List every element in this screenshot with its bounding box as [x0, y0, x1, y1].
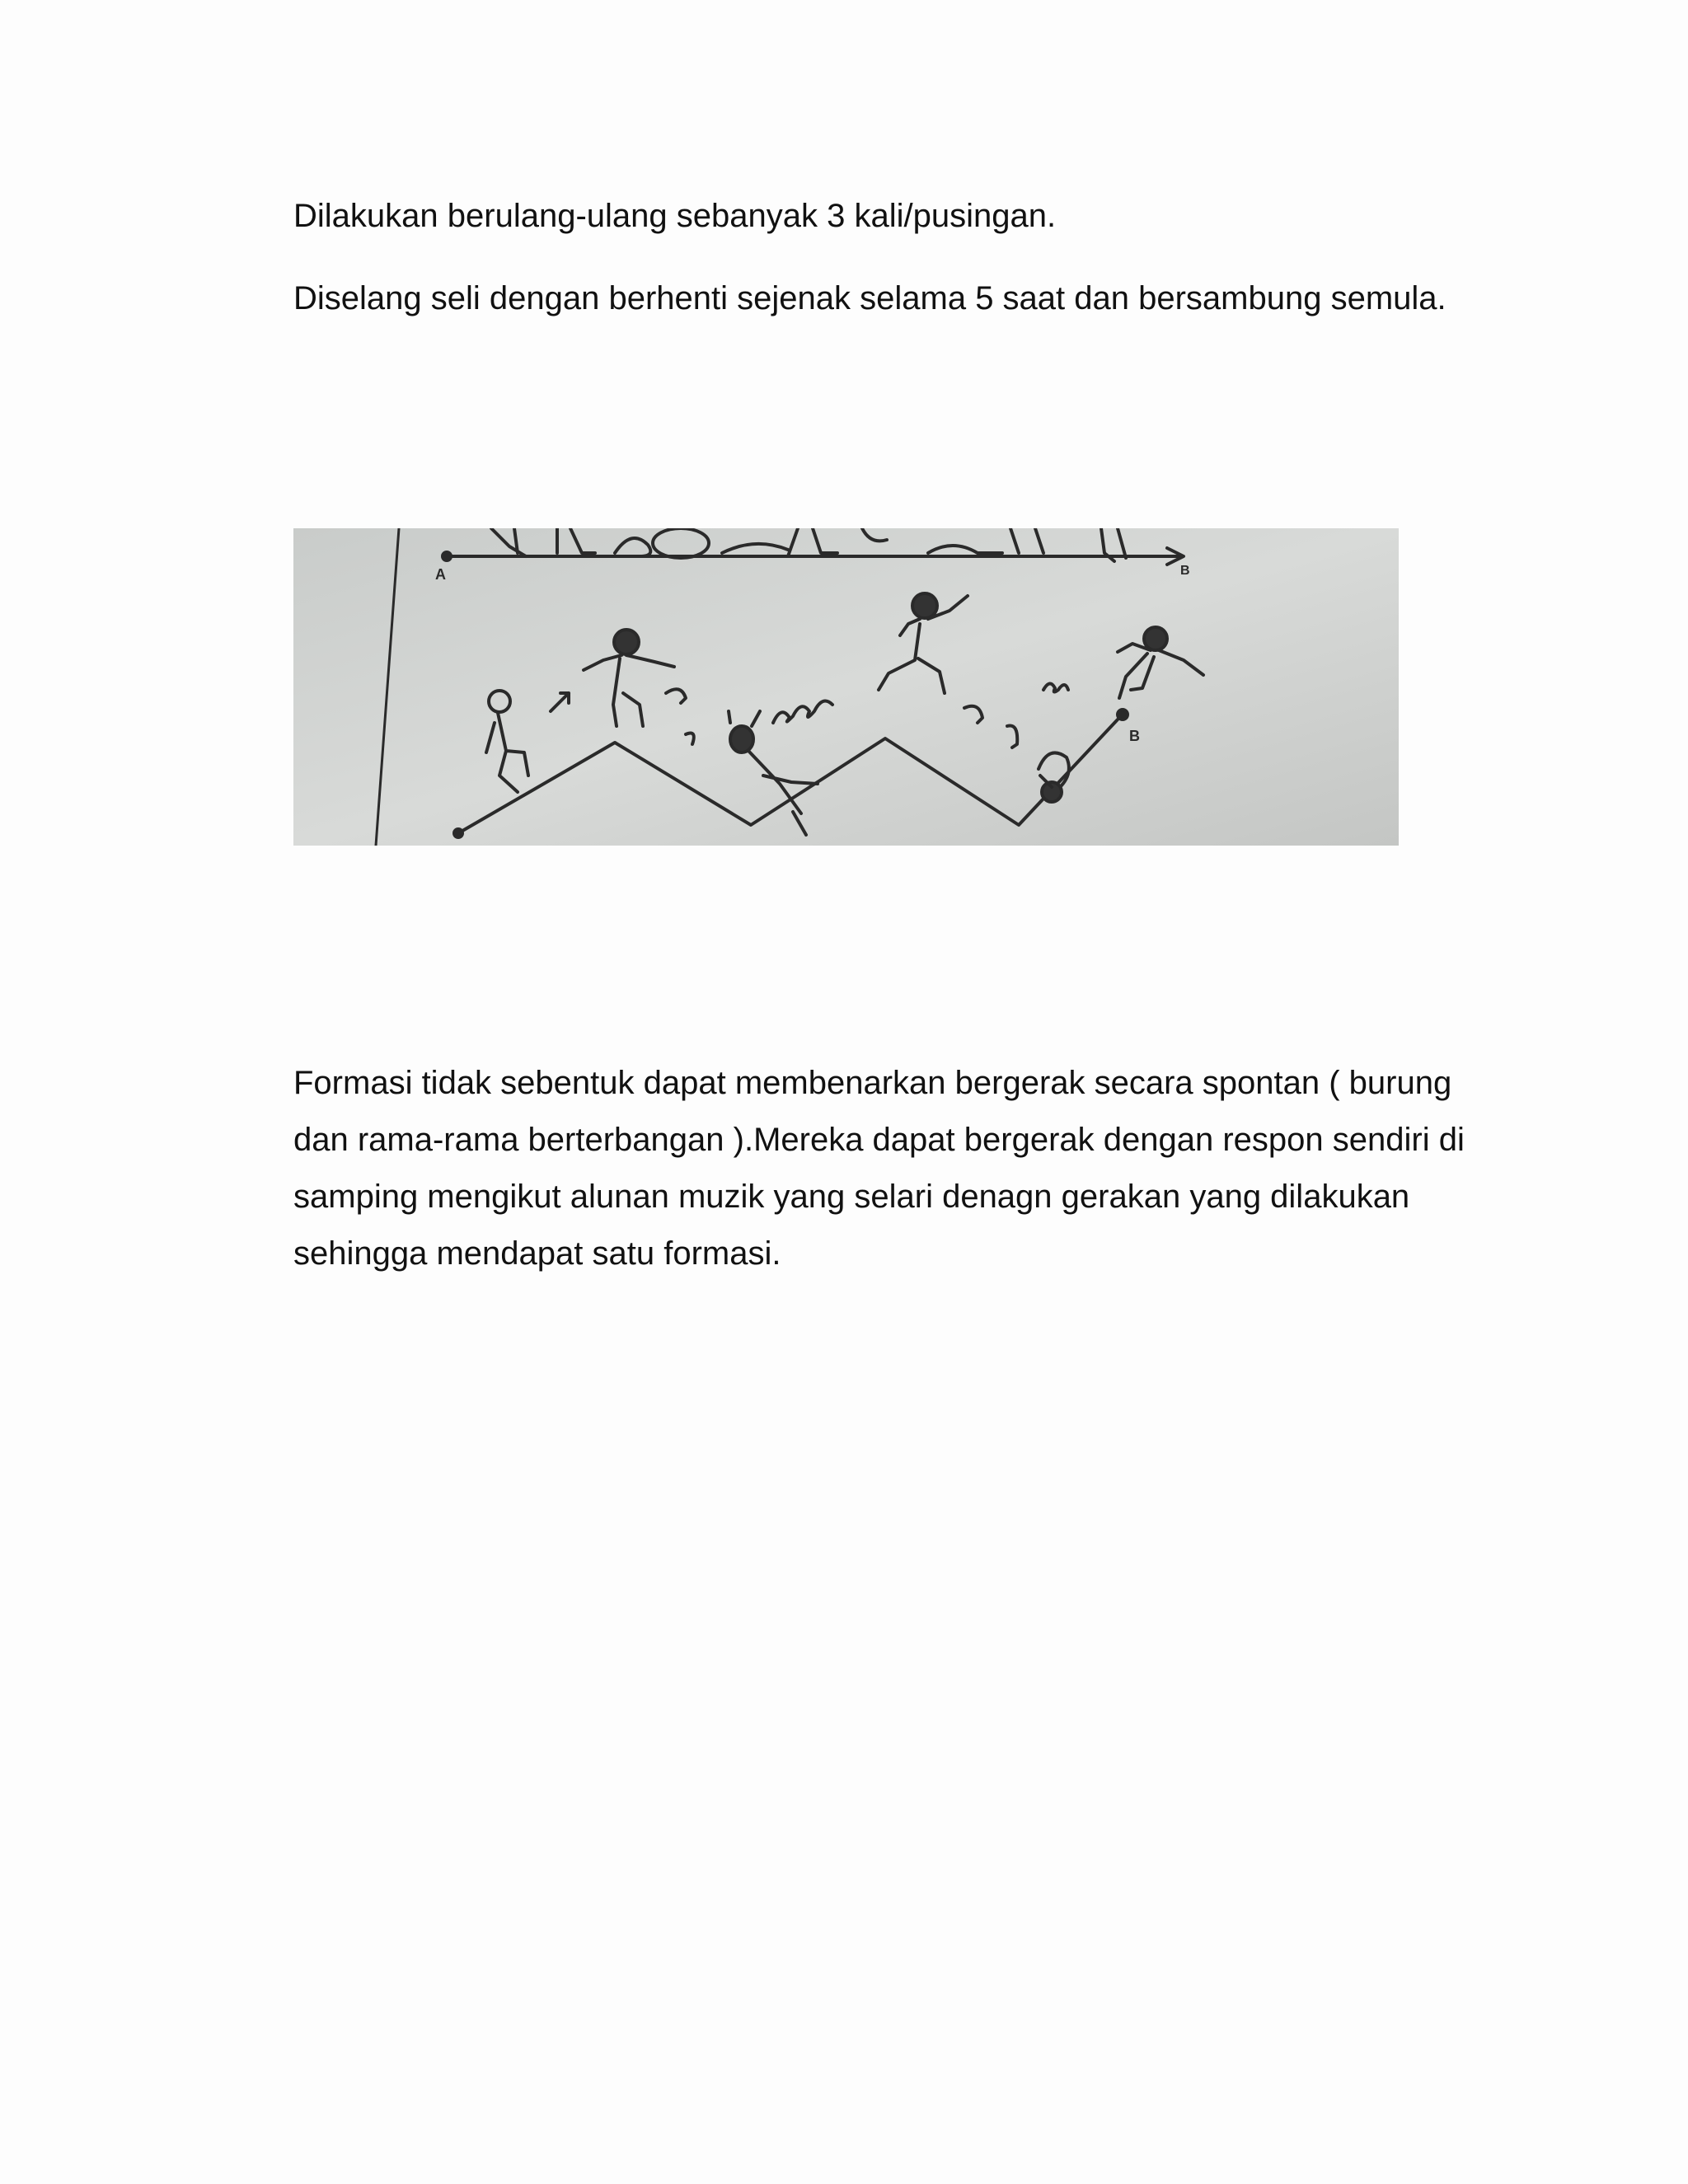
zigzag-end-dot	[1118, 710, 1128, 719]
label-a: A	[435, 566, 446, 583]
paragraph-line: samping mengikut alunan muzik yang selari denagn gerakan yang dilakukan	[293, 1179, 1410, 1215]
paragraph-line: Formasi tidak sebentuk dapat membenarkan bergerak secara spontan ( burung	[293, 1065, 1452, 1101]
top-start-dot	[443, 552, 451, 560]
paragraph-line: sehingga mendapat satu formasi.	[293, 1235, 781, 1272]
formation-paragraph	[293, 1055, 1480, 1282]
label-b-bottom: B	[1129, 728, 1140, 744]
instruction-paragraph-2: Diselang seli dengan berhenti sejenak selama 5 saat dan bersambung semula.	[293, 280, 1447, 316]
label-b-top: B	[1180, 564, 1190, 578]
zigzag-start-dot	[454, 829, 462, 837]
paragraph-line: dan rama-rama berterbangan ).Mereka dapat bergerak dengan respon sendiri di	[293, 1122, 1465, 1158]
illustration-svg	[293, 528, 1399, 846]
photo-background	[293, 528, 1399, 846]
instruction-paragraph-1: Dilakukan berulang-ulang sebanyak 3 kali/pusingan.	[293, 198, 1057, 234]
movement-illustration	[293, 528, 1399, 846]
